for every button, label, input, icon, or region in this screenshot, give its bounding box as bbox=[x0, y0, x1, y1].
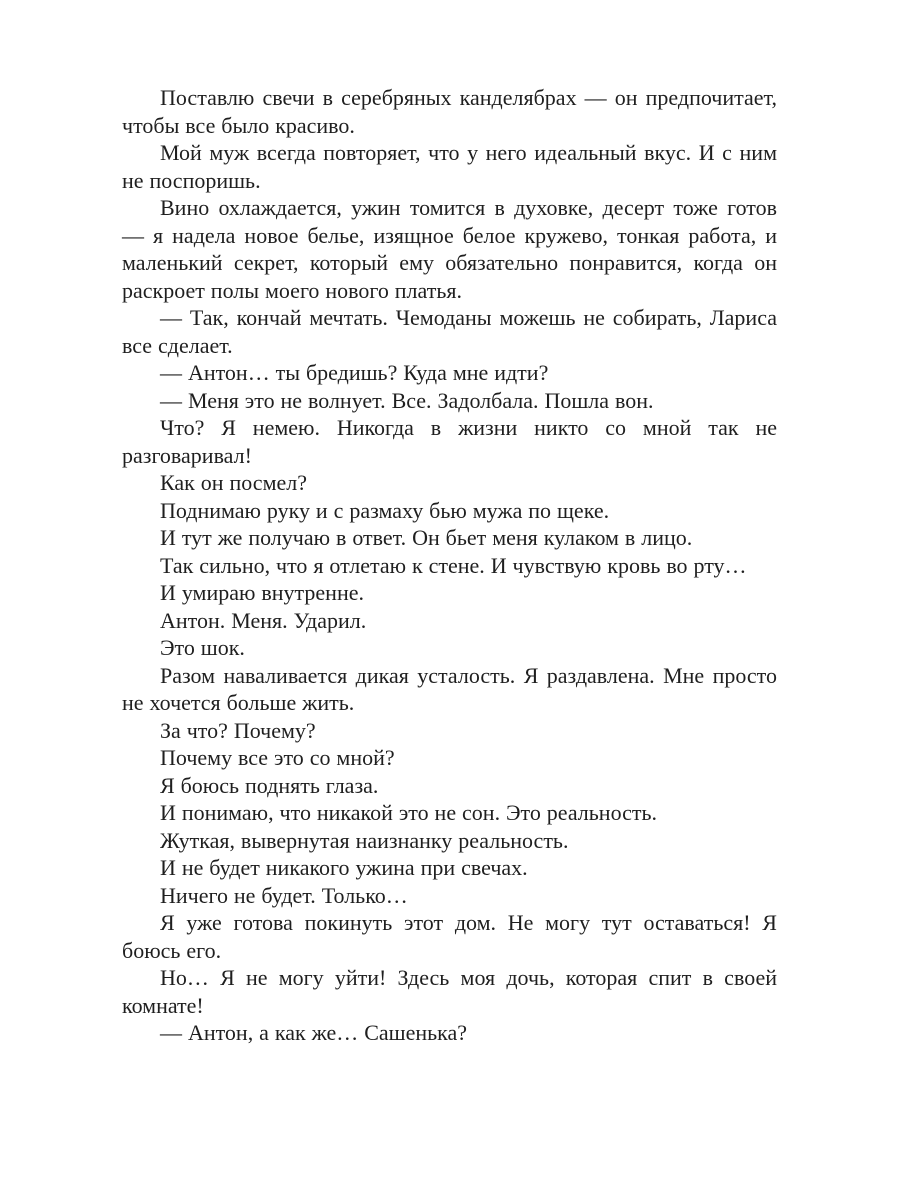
paragraph: За что? Почему? bbox=[160, 717, 316, 743]
paragraph: Это шок. bbox=[160, 635, 245, 660]
paragraph: Жуткая, вывернутая наизнанку реальность. bbox=[160, 827, 569, 853]
paragraph: И умираю внутренне. bbox=[160, 580, 364, 605]
paragraph: Так сильно, что я отлетаю к стене. И чувствую кровь во рту… bbox=[160, 552, 747, 578]
paragraph-dialogue: — Антон, а как же… Сашенька? bbox=[160, 1020, 468, 1045]
paragraph: Ничего не будет. Только… bbox=[160, 882, 408, 908]
paragraph: И тут же получаю в ответ. Он бьет меня кулаком в лицо. bbox=[160, 525, 693, 550]
paragraph: Как он посмел? bbox=[160, 470, 308, 495]
page-text-block bbox=[122, 84, 777, 1047]
paragraph: Почему все это со мной? bbox=[160, 745, 395, 770]
paragraph: Поднимаю руку и с размаху бью мужа по щеке. bbox=[160, 497, 610, 523]
paragraph: Антон. Меня. Ударил. bbox=[160, 607, 367, 633]
paragraph: Но… Я не могу уйти! Здесь моя дочь, которая спит в своей комнате! bbox=[122, 965, 777, 1018]
paragraph: И понимаю, что никакой это не сон. Это реальность. bbox=[160, 800, 658, 825]
paragraph-dialogue: — Антон… ты бредишь? Куда мне идти? bbox=[160, 360, 549, 385]
paragraph: Вино охлаждается, ужин томится в духовке, десерт тоже готов — я надела новое белье, изящное белое кружево, тонкая работа, и маленький секрет, который ему обязательно понравится, когда он раскроет полы моего нового платья. bbox=[122, 195, 777, 303]
paragraph: Я уже готова покинуть этот дом. Не могу тут оставаться! Я боюсь его. bbox=[122, 910, 777, 963]
paragraph: Разом наваливается дикая усталость. Я раздавлена. Мне просто не хочется больше жить. bbox=[122, 662, 777, 715]
paragraph: И не будет никакого ужина при свечах. bbox=[160, 855, 528, 880]
paragraph-dialogue: — Так, кончай мечтать. Чемоданы можешь не собирать, Лариса все сделает. bbox=[122, 305, 777, 358]
paragraph: Мой муж всегда повторяет, что у него идеальный вкус. И с ним не поспоришь. bbox=[122, 140, 777, 193]
paragraph-dialogue: — Меня это не волнует. Все. Задолбала. Пошла вон. bbox=[160, 387, 654, 413]
paragraph: Что? Я немею. Никогда в жизни никто со мной так не разговаривал! bbox=[122, 415, 777, 468]
paragraph: Поставлю свечи в серебряных канделябрах — он предпочитает, чтобы все было красиво. bbox=[122, 85, 777, 138]
paragraph: Я боюсь поднять глаза. bbox=[160, 772, 379, 798]
